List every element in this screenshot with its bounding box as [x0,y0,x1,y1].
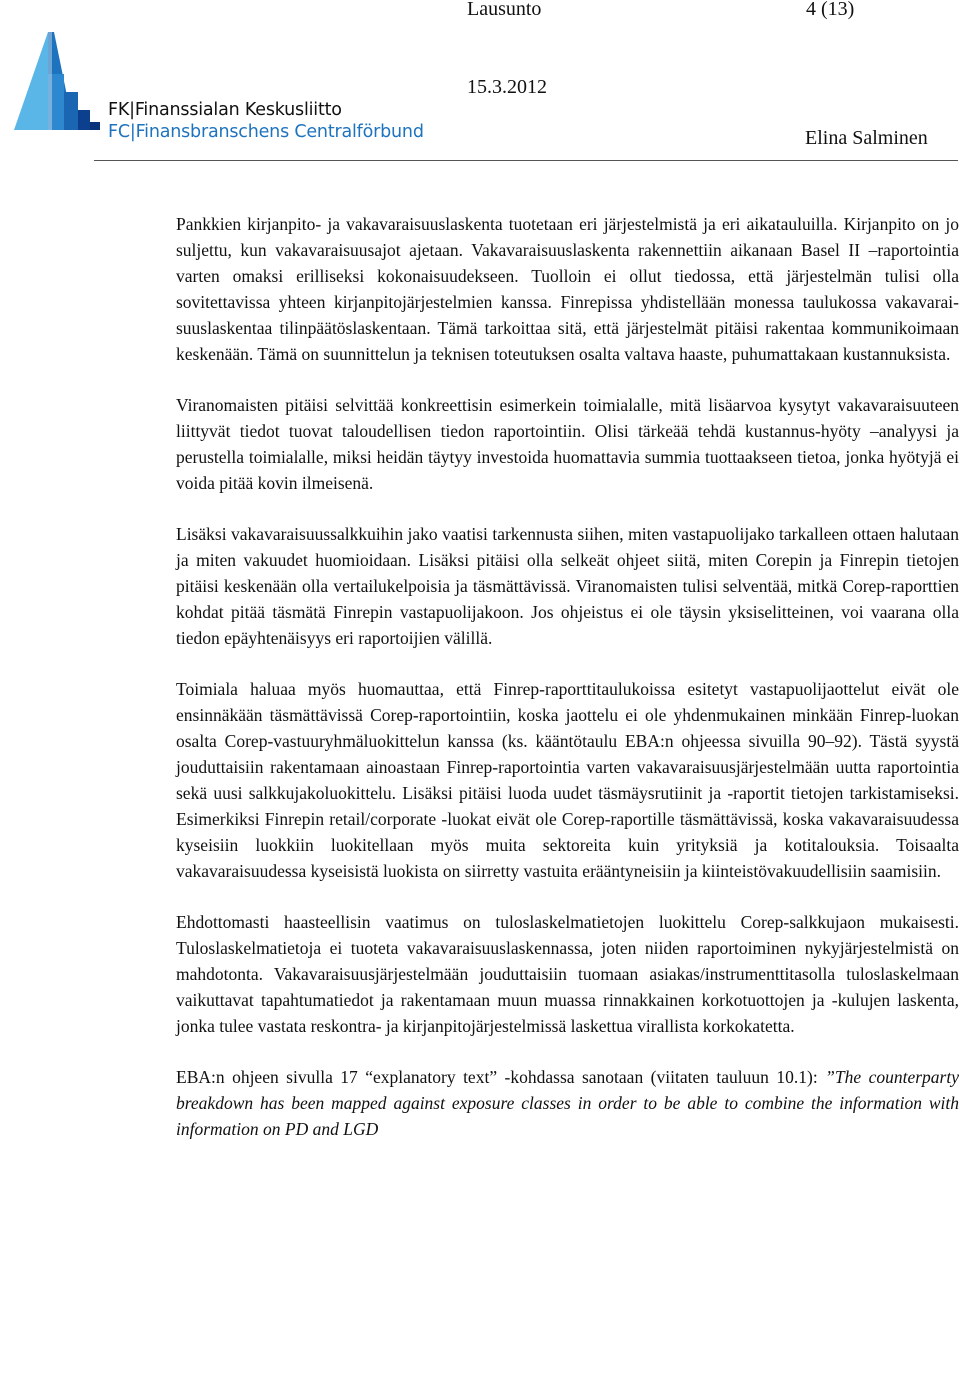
paragraph-5: Ehdottomasti haasteellisin vaatimus on tuloslaskelmatietojen luokittelu Corep-salkkujaon mukaisesti. Tuloslaskelmatietoja ei tuoteta vakavaraisuuslaskennassa, joten niiden raportoiminen nykyjärjestelmistä on mahdotonta. Vakavaraisuusjärjestelmään jouduttaisiin tuomaan asiakas/instrumenttitasolla tuloslaskelmaan vaikuttavat tapahtumatiedot ja rakentamaan muun muassa rinnakkainen korkotuottojen ja -kulujen laskenta, jonka tulee vastata reskontra- ja kirjanpitojärjestelmissä laskettua virallista korkokatetta. [176,912,959,1036]
paragraph-2: Viranomaisten pitäisi selvittää konkreettisin esimerkein toimialalle, mitä lisäarvoa kysytyt vakavaraisuuteen liittyvät tiedot tuovat taloudellisen tiedon raportointiin. Olisi tärkeää tehdä kustannus-hyöty –analyysi ja perustella toimialalle, miksi heidän täytyy investoida huomattavia summia tuottaakseen tietoa, jonka hyötyjä ei voida pitää kovin ilmeisenä. [176,395,959,493]
header-divider [94,160,958,161]
paragraph-6-quote: ”The counterparty breakdown has been mapped against exposure classes in order to be able to combine the information with information on PD and LGD [176,1067,959,1139]
logo-text-finnish: FK|Finanssialan Keskusliitto [108,100,342,120]
paragraph-6 [176,1064,959,1142]
document-date: 15.3.2012 [467,76,547,98]
page-number: 4 (13) [806,0,855,20]
document-body [176,211,959,1142]
logo-text-swedish: FC|Finansbranschens Centralförbund [108,122,424,142]
paragraph-6-intro: EBA:n ohjeen sivulla 17 “explanatory text” -kohdassa sanotaan (viitaten tauluun 10.1): [176,1067,826,1087]
organization-logo [14,30,424,145]
paragraph-4: Toimiala haluaa myös huomauttaa, että Finrep-raporttitaulukoissa esitetyt vastapuolijaottelut eivät ole ensinnäkään täsmättävissä Corep-raportointiin, koska jaottelu ei ole yhdenmukainen minkään Finrep-luokan osalta Corep-vastuuryhmäluokittelun kanssa (ks. kääntötaulu EBA:n ohjeessa sivuilla 90–92). Tästä syystä jouduttaisiin rakentamaan ainoastaan Finrep-raportointia varten vakavaraisuusjärjestelmään uutta raportointia sekä uusi salkkujakoluokittelu. Lisäksi pitäisi luoda uudet täsmäysrutiinit ja -raportit tietojen tarkistamiseksi. Esimerkiksi Finrepin retail/corporate -luokat eivät ole Corep-raportille täsmättävissä, koska vakavaraisuudessa kyseisiin luokkiin luokitellaan myös muita sektoreita kuin yrityksiä ja kotitalouksia. Toisaalta vakavaraisuudessa kyseisistä luokista on siirretty vastuita erääntyneisiin ja kiinteistövakuudellisiin saamisiin. [176,679,959,881]
author-name: Elina Salminen [805,127,928,149]
stepped-triangle-logo-icon [14,30,102,138]
paragraph-1: Pankkien kirjanpito- ja vakavaraisuuslaskenta tuotetaan eri järjestelmistä ja eri aikatauluilla. Kirjanpito on jo suljettu, kun vakavaraisuusajot ajetaan. Vakavaraisuuslaskenta rakennettiin aikanaan Basel II –raportointia varten omaksi erilliseksi kokonaisuudekseen. Tuolloin ei ollut tiedossa, että järjestelmän tulisi olla sovitettavissa yhteen kirjanpitojärjestelmien kanssa. Finrepissa yhdistellään monessa taulukossa vakavaraisuuslaskentaa tilinpäätöslaskentaan. Tämä tarkoittaa sitä, että järjestelmät pitäisi rakentaa kommunikoimaan keskenään. Tämä on suunnittelun ja teknisen toteutuksen osalta valtava haaste, puhumattakaan kustannuksista. [176,214,959,364]
document-type: Lausunto [467,0,542,20]
paragraph-3: Lisäksi vakavaraisuussalkkuihin jako vaatisi tarkennusta siihen, miten vastapuolijako tarkalleen ottaen halutaan ja miten vakuudet huomioidaan. Lisäksi pitäisi olla selkeät ohjeet siitä, miten Corepin ja Finrepin tietojen pitäisi keskenään olla vertailukelpoisia ja täsmättävissä. Viranomaisten tulisi selventää, mitkä Corep-raporttien kohdat pitää täsmätä Finrepin vastapuolijakoon. Jos ohjeistus ei ole täysin yksiselitteinen, voi vaarana olla tiedon epäyhtenäisyys eri raportoijien välillä. [176,524,959,648]
